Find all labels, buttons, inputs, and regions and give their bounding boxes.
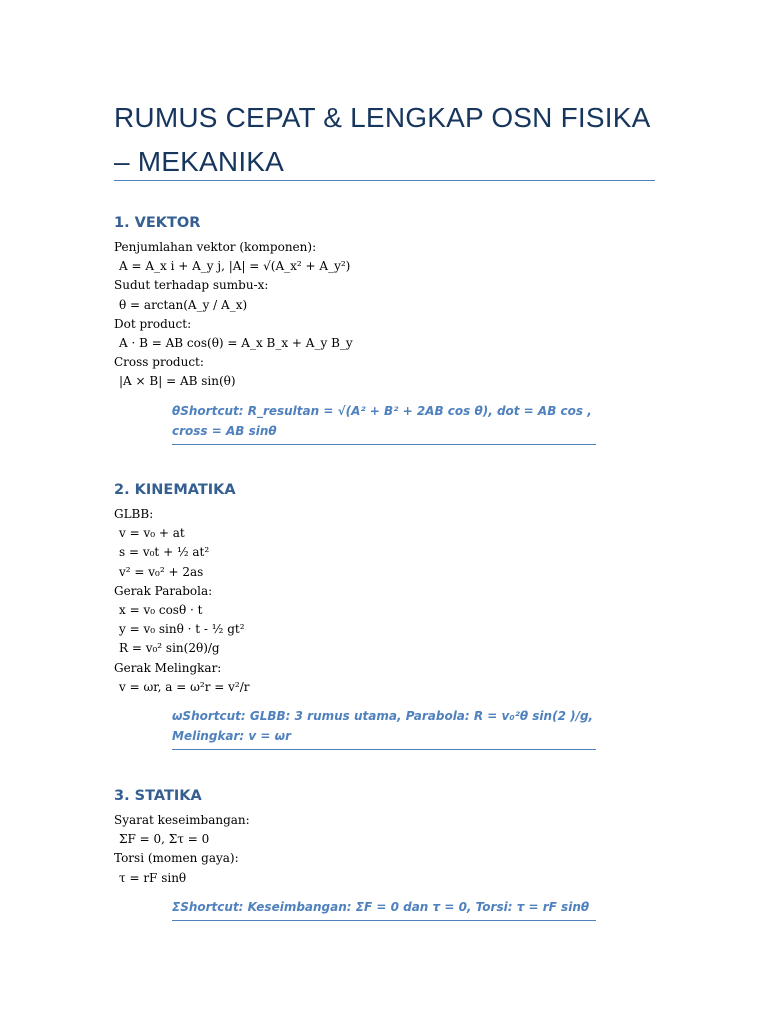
formula-line: s = v₀t + ½ at² [119, 545, 210, 560]
formula-line: A = A_x i + A_y j, |A| = √(A_x² + A_y²) [119, 259, 351, 274]
text-line: Gerak Melingkar: [114, 660, 222, 675]
formula-line: y = v₀ sinθ · t - ½ gt² [119, 622, 245, 637]
section-lines [114, 505, 656, 697]
formula-line: ΣF = 0, Στ = 0 [119, 832, 210, 847]
formula-line: v = v₀ + at [119, 526, 185, 541]
text-line: Cross product: [114, 355, 204, 370]
section-heading: 2. KINEMATIKA [114, 482, 236, 498]
text-line: Sudut terhadap sumbu-x: [114, 278, 269, 293]
text-line: Torsi (momen gaya): [114, 851, 239, 866]
section-heading: 1. VEKTOR [114, 215, 201, 231]
text-line: Gerak Parabola: [114, 583, 213, 598]
formula-line: τ = rF sinθ [119, 870, 187, 885]
shortcut-box-vektor: θShortcut: R_resultan = √(A² + B² + 2AB cos θ), dot = AB cos , cross = AB sinθ [172, 401, 596, 445]
text-line: Dot product: [114, 316, 192, 331]
section-lines [114, 238, 656, 392]
shortcut-box-statika: ΣShortcut: Keseimbangan: ΣF = 0 dan τ = 0, Torsi: τ = rF sinθ [172, 897, 596, 921]
text-line: GLBB: [114, 507, 154, 521]
formula-line: v² = v₀² + 2as [119, 564, 204, 579]
formula-line: R = v₀² sin(2θ)/g [119, 641, 220, 656]
section-vektor [114, 214, 656, 392]
text-line: Penjumlahan vektor (komponen): [114, 240, 317, 254]
formula-line: x = v₀ cosθ · t [119, 602, 203, 617]
title-underline [114, 180, 655, 181]
section-lines [114, 811, 656, 888]
section-statika [114, 787, 656, 888]
formula-line: θ = arctan(A_y / A_x) [119, 297, 248, 312]
formula-line: |A × B| = AB sin(θ) [119, 374, 236, 389]
formula-line: A · B = AB cos(θ) = A_x B_x + A_y B_y [119, 335, 353, 350]
shortcut-box-kinematika: ωShortcut: GLBB: 3 rumus utama, Parabola: R = v₀²θ sin(2 )/g, Melingkar: v = ωr [172, 706, 596, 750]
document-title: RUMUS CEPAT & LENGKAP OSN FISIKA – MEKANIKA [114, 102, 649, 177]
formula-line: v = ωr, a = ω²r = v²/r [119, 679, 250, 694]
text-line: Syarat keseimbangan: [114, 813, 250, 827]
section-kinematika [114, 481, 656, 697]
section-heading: 3. STATIKA [114, 788, 202, 804]
